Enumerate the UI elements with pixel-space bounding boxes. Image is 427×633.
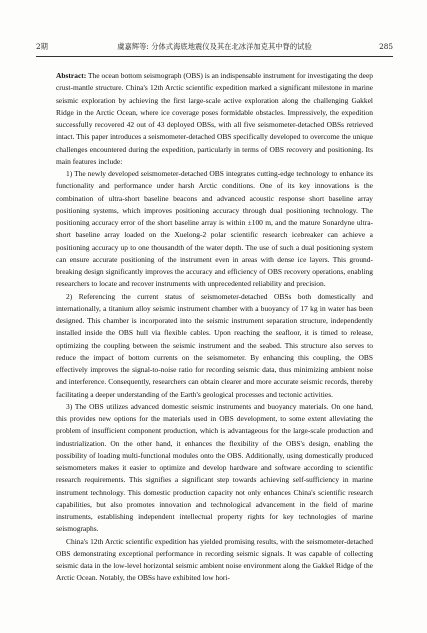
header-rule xyxy=(36,56,393,57)
running-title: 虞嘉辉等: 分体式海底地震仪及其在北冰洋加克其中脊的试验 xyxy=(117,42,312,51)
abstract-paragraph-feature-2: 2) Referencing the current status of seismometer-detached OBSs both domestically and internationally, a titanium alloy seismic instrument chamber with a buoyancy of 17 kg in water has been designed. This chamber is incorporated into the seismic instrument separation structure, independently installed inside the OBS hull via flexible cables. Upon reaching the seafloor, it is timed to release, optimizing the coupling between the seismic instrument and the seabed. This structure also serves to reduce the impact of bottom currents on the seismometer. By enhancing this coupling, the OBS effectively improves the signal-to-noise ratio for recording seismic data, thus minimizing ambient noise and interference. Consequently, researchers can obtain clearer and more accurate seismic records, thereby facilitating a deeper understanding of the Earth's geological processes and tectonic activities. xyxy=(56,291,373,399)
running-header xyxy=(36,40,393,56)
issue-number: 2期 xyxy=(36,42,48,51)
page-number: 285 xyxy=(379,42,393,51)
abstract-body xyxy=(56,70,373,585)
abstract-label: Abstract: xyxy=(56,71,87,80)
abstract-paragraph-conclusion: China's 12th Arctic scientific expedition has yielded promising results, with the seismometer-detached OBS demonstrating exceptional performance in recording seismic signals. It was capable of collecting seismic data in the low-level horizontal seismic ambient noise environment along the Gakkel Ridge of the Arctic Ocean. Notably, the OBSs have exhibited low hori- xyxy=(56,536,373,583)
abstract-paragraph-intro xyxy=(56,70,373,168)
abstract-paragraph-feature-3: 3) The OBS utilizes advanced domestic seismic instruments and buoyancy materials. On one hand, this provides new options for the materials used in OBS development, to some extent alleviating the problem of insufficient component production, which is advantageous for the large-scale production and industrialization. On the other hand, it enhances the flexibility of the OBS's design, enabling the possibility of loading multi-functional modules onto the OBS. Additionally, using domestically produced seismometers makes it easier to optimize and develop hardware and software according to scientific research requirements. This signifies a significant step towards achieving self-sufficiency in marine instrument technology. This domestic production capacity not only enhances China's scientific research capabilities, but also promotes innovation and technological advancement in the field of marine instruments, establishing independent intellectual property rights for key technologies of marine seismographs. xyxy=(56,401,373,534)
abstract-paragraph-feature-1: 1) The newly developed seismometer-detached OBS integrates cutting-edge technology to enhance its functionality and performance under harsh Arctic conditions. One of its key innovations is the combination of ultra-short baseline beacons and advanced acoustic response short baseline array positioning systems, which improves positioning accuracy through dual positioning technology. The positioning accuracy error of the short baseline array is within ±100 m, and the mature Sonardyne ultra-short baseline array loaded on the Xuelong-2 polar scientific research icebreaker can achieve a positioning accuracy up to one thousandth of the water depth. The use of such a dual positioning system can ensure accurate positioning of the instrument even in areas with dense ice layers. This ground-breaking design significantly improves the accuracy and efficiency of OBS recovery operations, enabling researchers to locate and recover instruments with unprecedented reliability and precision. xyxy=(56,169,373,289)
abstract-intro-text: The ocean bottom seismograph (OBS) is an indispensable instrument for investigating the deep crust-mantle structure. China's 12th Arctic scientific expedition marked a significant milestone in marine seismic exploration by achieving the first large-scale active exploration along the challenging Gakkel Ridge in the Arctic Ocean, where ice coverage poses formidable obstacles. Impressively, the expedition successfully recovered 42 out of 43 deployed OBSs, with all five seismometer-detached OBSs retrieved intact. This paper introduces a seismometer-detached OBS specifically developed to overcome the unique challenges encountered during the expedition, particularly in terms of OBS recovery and positioning. Its main features include: xyxy=(56,71,373,166)
